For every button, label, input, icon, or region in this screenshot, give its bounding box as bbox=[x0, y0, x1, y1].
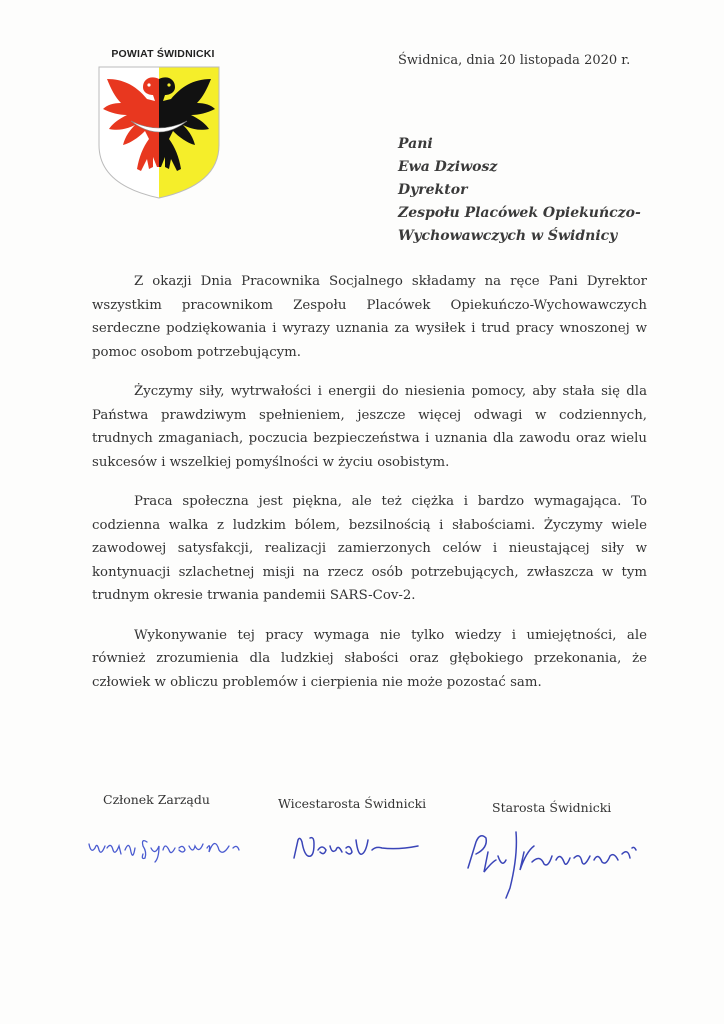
addressee-position: Dyrektor bbox=[398, 182, 468, 198]
date-line: Świdnica, dnia 20 listopada 2020 r. bbox=[398, 53, 631, 68]
addressee-block bbox=[398, 133, 708, 248]
letter-body bbox=[92, 270, 647, 710]
addressee-salutation: Pani bbox=[398, 136, 433, 152]
signer-title-vice-starost: Wicestarosta Świdnicki bbox=[278, 796, 427, 811]
paragraph: Z okazji Dnia Pracownika Socjalnego składamy na ręce Pani Dyrektor wszystkim pracownikom Zespołu Placówek Opiekuńczo-Wychowawczych serdeczne podziękowania i wyrazy uznania za wysiłek i trud pracy wnoszonej w pomoc osobom potrzebującym. bbox=[92, 274, 647, 360]
handwritten-signature-member bbox=[85, 828, 245, 868]
addressee-name: Ewa Dziwosz bbox=[398, 159, 498, 175]
handwritten-signature-starost bbox=[462, 812, 642, 902]
handwritten-signature-vice-starost bbox=[288, 828, 428, 868]
signatures-section bbox=[0, 790, 724, 910]
addressee-institution-line2: Wychowawczych w Świdnicy bbox=[398, 228, 618, 244]
paragraph: Wykonywanie tej pracy wymaga nie tylko wiedzy i umiejętności, ale również zrozumienia dla ludzkiej słabości oraz głębokiego przekonania, że człowiek w obliczu problemów i cierpienia nie może pozostać sam. bbox=[92, 627, 647, 690]
addressee-institution-line1: Zespołu Placówek Opiekuńczo- bbox=[398, 205, 641, 221]
paragraph: Życzymy siły, wytrwałości i energii do niesienia pomocy, aby stała się dla Państwa prawdziwym spełnieniem, jeszcze więcej odwagi w codziennych, trudnych zmaganiach, poczucia bezpieczeństwa i uznania dla zawodu oraz wielu sukcesów i wszelkiej pomyślności w życiu osobistym. bbox=[92, 384, 647, 470]
coat-of-arms-eagle-icon bbox=[97, 65, 221, 200]
paragraph: Praca społeczna jest piękna, ale też ciężka i bardzo wymagająca. To codzienna walka z ludzkim bólem, bezsilnością i słabościami. Życzymy wiele zawodowej satysfakcji, realizacji zamierzonych celów i nieustającej siły w kontynuacji szlachetnej misji na rzecz osób potrzebujących, zwłaszcza w tym trudnym okresie trwania pandemii SARS-Cov-2. bbox=[92, 494, 647, 603]
signer-title-member: Członek Zarządu bbox=[103, 792, 210, 807]
coat-of-arms-caption: POWIAT ŚWIDNICKI bbox=[111, 48, 215, 60]
signer-title-starost: Starosta Świdnicki bbox=[492, 800, 612, 815]
